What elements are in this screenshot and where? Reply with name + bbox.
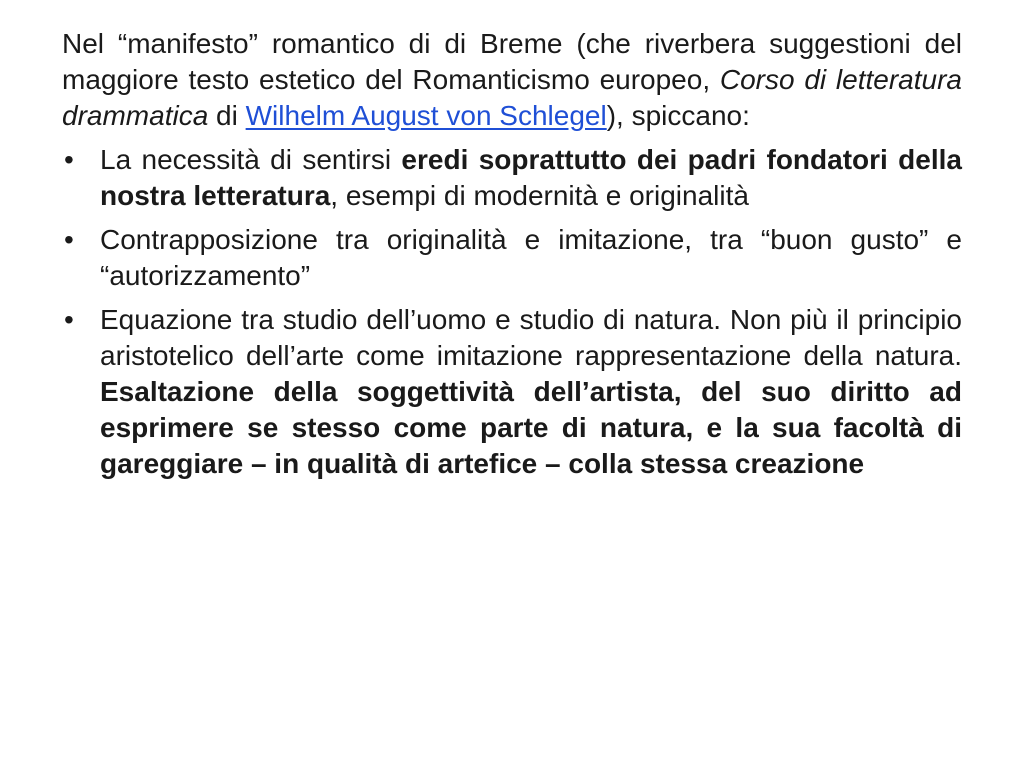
bullet-bold-text: eredi soprattutto dei padri fondatori della nostra letteratura — [100, 144, 962, 211]
bullet-text-start: La necessità di sentirsi — [100, 144, 402, 175]
bullet-bold-text: Esaltazione della soggettività dell’artista, del suo diritto ad esprimere se stesso come parte di natura, e la sua facoltà di gareggiare – in qualità di artefice – colla stessa creazione — [100, 376, 962, 479]
bullet-text-start: Equazione tra studio dell’uomo e studio di natura. Non più il principio aristotelico dell’arte come imitazione rappresentazione della natura. — [100, 304, 962, 371]
bullet-icon: • — [64, 224, 74, 255]
bullet-text-end: , esempi di modernità e originalità — [330, 180, 749, 211]
bullet-item-equazione — [62, 302, 962, 482]
intro-text-end: ), spiccano: — [606, 100, 750, 131]
schlegel-link[interactable]: Wilhelm August von Schlegel — [245, 100, 607, 131]
slide-content — [62, 26, 962, 482]
bullet-list — [62, 142, 962, 482]
intro-text-middle: di — [208, 100, 246, 131]
bullet-icon: • — [64, 304, 74, 335]
bullet-item-contrapposizione — [62, 222, 962, 294]
intro-paragraph — [62, 26, 962, 134]
book-title: Corso di letteratura drammatica — [62, 64, 962, 131]
intro-text-start: Nel “manifesto” romantico di di Breme (che riverbera suggestioni del maggiore testo estetico del Romanticismo europeo, — [62, 28, 962, 95]
bullet-icon: • — [64, 144, 74, 175]
bullet-item-eredi — [62, 142, 962, 214]
bullet-text: Contrapposizione tra originalità e imitazione, tra “buon gusto” e “autorizzamento” — [100, 224, 962, 291]
